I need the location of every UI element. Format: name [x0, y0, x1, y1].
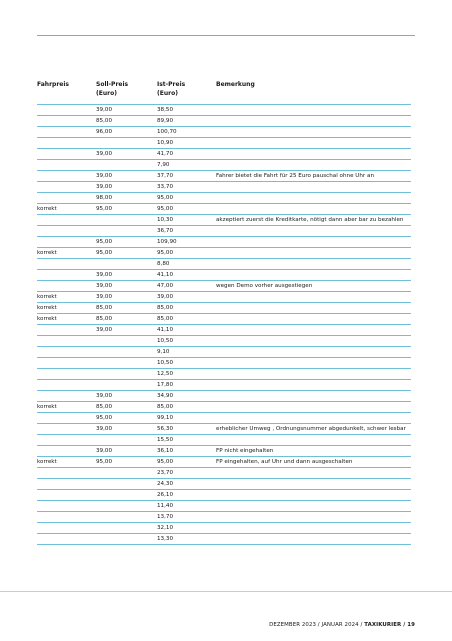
cell-bemerkung: akzeptiert zuerst die Kreditkarte, nötigt dann aber bar zu bezahlen: [216, 217, 404, 223]
cell-bemerkung: [216, 369, 411, 379]
table-row: [37, 479, 411, 490]
cell-bemerkung: FP eingehalten, auf Uhr und dann ausgeschalten: [216, 459, 353, 465]
cell-fahrpreis: [37, 138, 96, 148]
cell-bemerkung: Fahrer bietet die Fahrt für 25 Euro pauschal ohne Uhr an: [216, 173, 374, 179]
cell-ist-preis: 10,30: [157, 217, 174, 223]
cell-ist-preis: 17,80: [157, 382, 174, 388]
cell-bemerkung: [216, 314, 411, 324]
cell-bemerkung: [216, 479, 411, 489]
cell-ist-preis: 89,90: [157, 118, 174, 124]
cell-bemerkung: [216, 149, 411, 159]
cell-soll-preis: [96, 490, 157, 500]
cell-soll-preis: 96,00: [96, 129, 113, 135]
cell-fahrpreis: korrekt: [37, 316, 57, 322]
cell-fahrpreis: [37, 347, 96, 357]
cell-fahrpreis: [37, 380, 96, 390]
cell-ist-preis: 7,90: [157, 162, 170, 168]
cell-soll-preis: 95,00: [96, 415, 113, 421]
cell-soll-preis: [96, 534, 157, 544]
footer-text: [269, 622, 415, 628]
cell-ist-preis: 56,30: [157, 426, 174, 432]
table-row: [37, 380, 411, 391]
cell-bemerkung: [216, 512, 411, 522]
cell-bemerkung: [216, 292, 411, 302]
cell-ist-preis: 47,00: [157, 283, 174, 289]
cell-fahrpreis: [37, 336, 96, 346]
cell-fahrpreis: korrekt: [37, 404, 57, 410]
cell-ist-preis: 95,00: [157, 195, 174, 201]
cell-bemerkung: [216, 490, 411, 500]
cell-ist-preis: 8,80: [157, 261, 170, 267]
table-row: [37, 402, 411, 413]
cell-bemerkung: [216, 259, 411, 269]
cell-fahrpreis: [37, 105, 96, 115]
cell-bemerkung: [216, 303, 411, 313]
table-row: [37, 171, 411, 182]
cell-soll-preis: 39,00: [96, 393, 113, 399]
cell-soll-preis: [96, 468, 157, 478]
table-row: [37, 226, 411, 237]
header-ist-preis: Ist-Preis (Euro): [157, 81, 186, 97]
cell-fahrpreis: [37, 281, 96, 291]
cell-ist-preis: 37,70: [157, 173, 174, 179]
cell-fahrpreis: [37, 512, 96, 522]
table-row: [37, 237, 411, 248]
cell-fahrpreis: [37, 391, 96, 401]
cell-fahrpreis: [37, 171, 96, 181]
cell-ist-preis: 38,50: [157, 107, 174, 113]
cell-soll-preis: [96, 160, 157, 170]
cell-soll-preis: 39,00: [96, 448, 113, 454]
table-header: [37, 80, 411, 105]
cell-bemerkung: [216, 193, 411, 203]
cell-bemerkung: [216, 336, 411, 346]
table-row: [37, 127, 411, 138]
cell-bemerkung: [216, 523, 411, 533]
cell-fahrpreis: [37, 435, 96, 445]
table-row: [37, 105, 411, 116]
cell-soll-preis: 39,00: [96, 294, 113, 300]
table-row: [37, 204, 411, 215]
cell-fahrpreis: korrekt: [37, 206, 57, 212]
cell-fahrpreis: [37, 490, 96, 500]
cell-soll-preis: [96, 512, 157, 522]
table-row: [37, 446, 411, 457]
cell-ist-preis: 11,40: [157, 503, 174, 509]
cell-bemerkung: FP nicht eingehalten: [216, 448, 274, 454]
table-row: [37, 182, 411, 193]
footer-page: / 19: [401, 622, 415, 628]
cell-fahrpreis: [37, 479, 96, 489]
cell-ist-preis: 95,00: [157, 250, 174, 256]
cell-fahrpreis: [37, 127, 96, 137]
table-row: [37, 193, 411, 204]
cell-fahrpreis: korrekt: [37, 305, 57, 311]
table-row: [37, 259, 411, 270]
cell-fahrpreis: [37, 446, 96, 456]
cell-soll-preis: [96, 501, 157, 511]
cell-fahrpreis: [37, 226, 96, 236]
cell-soll-preis: [96, 259, 157, 269]
cell-bemerkung: [216, 325, 411, 335]
cell-ist-preis: 23,70: [157, 470, 174, 476]
table-row: [37, 314, 411, 325]
cell-ist-preis: 34,90: [157, 393, 174, 399]
cell-ist-preis: 33,70: [157, 184, 174, 190]
cell-fahrpreis: [37, 369, 96, 379]
cell-soll-preis: 98,00: [96, 195, 113, 201]
cell-bemerkung: [216, 226, 411, 236]
cell-ist-preis: 39,00: [157, 294, 174, 300]
cell-soll-preis: [96, 138, 157, 148]
table-row: [37, 248, 411, 259]
table-row: [37, 512, 411, 523]
cell-ist-preis: 109,90: [157, 239, 177, 245]
page-footer: [0, 591, 452, 641]
cell-bemerkung: [216, 138, 411, 148]
cell-ist-preis: 9,10: [157, 349, 170, 355]
table-row: [37, 116, 411, 127]
cell-soll-preis: 39,00: [96, 173, 113, 179]
cell-bemerkung: [216, 435, 411, 445]
cell-soll-preis: [96, 380, 157, 390]
table-row: [37, 215, 411, 226]
cell-bemerkung: [216, 248, 411, 258]
cell-ist-preis: 95,00: [157, 459, 174, 465]
table-row: [37, 391, 411, 402]
cell-soll-preis: [96, 523, 157, 533]
cell-soll-preis: [96, 479, 157, 489]
cell-fahrpreis: [37, 149, 96, 159]
top-rule: [37, 35, 415, 36]
cell-soll-preis: 95,00: [96, 459, 113, 465]
table-row: [37, 501, 411, 512]
footer-brand: TAXIKURIER: [364, 622, 402, 628]
cell-bemerkung: [216, 391, 411, 401]
cell-soll-preis: 85,00: [96, 118, 113, 124]
cell-fahrpreis: [37, 182, 96, 192]
cell-soll-preis: [96, 226, 157, 236]
cell-soll-preis: [96, 336, 157, 346]
cell-fahrpreis: [37, 523, 96, 533]
table-row: [37, 138, 411, 149]
cell-fahrpreis: [37, 193, 96, 203]
cell-bemerkung: [216, 380, 411, 390]
cell-ist-preis: 41,10: [157, 327, 174, 333]
cell-fahrpreis: korrekt: [37, 250, 57, 256]
header-fahrpreis: Fahrpreis: [37, 81, 69, 88]
cell-soll-preis: 95,00: [96, 250, 113, 256]
table-row: [37, 457, 411, 468]
footer-issue: DEZEMBER 2023 / JANUAR 2024 /: [269, 622, 365, 628]
cell-bemerkung: [216, 501, 411, 511]
cell-ist-preis: 85,00: [157, 316, 174, 322]
table-row: [37, 336, 411, 347]
table-row: [37, 523, 411, 534]
cell-fahrpreis: korrekt: [37, 294, 57, 300]
cell-bemerkung: [216, 182, 411, 192]
cell-bemerkung: [216, 116, 411, 126]
cell-soll-preis: 39,00: [96, 151, 113, 157]
cell-fahrpreis: [37, 534, 96, 544]
cell-ist-preis: 41,10: [157, 272, 174, 278]
cell-bemerkung: [216, 468, 411, 478]
cell-soll-preis: 39,00: [96, 272, 113, 278]
cell-bemerkung: wegen Demo vorher ausgestiegen: [216, 283, 313, 289]
cell-soll-preis: 95,00: [96, 239, 113, 245]
cell-soll-preis: 39,00: [96, 426, 113, 432]
cell-ist-preis: 10,50: [157, 338, 174, 344]
cell-soll-preis: [96, 347, 157, 357]
cell-fahrpreis: [37, 270, 96, 280]
table-row: [37, 281, 411, 292]
table-row: [37, 369, 411, 380]
cell-bemerkung: [216, 204, 411, 214]
cell-fahrpreis: korrekt: [37, 459, 57, 465]
table-row: [37, 149, 411, 160]
cell-ist-preis: 13,70: [157, 514, 174, 520]
cell-bemerkung: [216, 413, 411, 423]
table-row: [37, 468, 411, 479]
table-row: [37, 424, 411, 435]
fare-table: [37, 80, 411, 545]
table-row: [37, 270, 411, 281]
cell-soll-preis: 95,00: [96, 206, 113, 212]
header-bemerkung: Bemerkung: [216, 81, 255, 88]
cell-fahrpreis: [37, 259, 96, 269]
cell-fahrpreis: [37, 215, 96, 225]
cell-fahrpreis: [37, 501, 96, 511]
cell-ist-preis: 10,50: [157, 360, 174, 366]
cell-fahrpreis: [37, 468, 96, 478]
cell-ist-preis: 95,00: [157, 206, 174, 212]
table-row: [37, 435, 411, 446]
cell-soll-preis: 39,00: [96, 184, 113, 190]
cell-ist-preis: 85,00: [157, 404, 174, 410]
cell-fahrpreis: [37, 424, 96, 434]
cell-ist-preis: 36,10: [157, 448, 174, 454]
cell-soll-preis: [96, 215, 157, 225]
cell-soll-preis: 85,00: [96, 305, 113, 311]
cell-soll-preis: 85,00: [96, 404, 113, 410]
cell-bemerkung: [216, 237, 411, 247]
cell-bemerkung: [216, 534, 411, 544]
table-row: [37, 160, 411, 171]
table-row: [37, 413, 411, 424]
cell-ist-preis: 41,70: [157, 151, 174, 157]
table-row: [37, 292, 411, 303]
table-row: [37, 347, 411, 358]
cell-ist-preis: 100,70: [157, 129, 177, 135]
cell-ist-preis: 15,50: [157, 437, 174, 443]
table-row: [37, 358, 411, 369]
cell-soll-preis: 39,00: [96, 327, 113, 333]
cell-ist-preis: 13,30: [157, 536, 174, 542]
cell-soll-preis: 39,00: [96, 107, 113, 113]
cell-bemerkung: [216, 358, 411, 368]
cell-ist-preis: 26,10: [157, 492, 174, 498]
cell-ist-preis: 24,30: [157, 481, 174, 487]
cell-fahrpreis: [37, 116, 96, 126]
cell-ist-preis: 12,50: [157, 371, 174, 377]
cell-soll-preis: [96, 435, 157, 445]
cell-fahrpreis: [37, 325, 96, 335]
cell-bemerkung: [216, 160, 411, 170]
cell-ist-preis: 10,90: [157, 140, 174, 146]
cell-fahrpreis: [37, 358, 96, 368]
cell-bemerkung: [216, 270, 411, 280]
header-soll-preis: Soll-Preis (Euro): [96, 81, 129, 97]
cell-soll-preis: [96, 358, 157, 368]
cell-ist-preis: 99,10: [157, 415, 174, 421]
cell-bemerkung: [216, 347, 411, 357]
cell-fahrpreis: [37, 160, 96, 170]
table-row: [37, 303, 411, 314]
cell-bemerkung: erheblicher Umweg , Ordnungsnummer abgedunkelt, schwer lesbar: [216, 426, 406, 432]
table-row: [37, 534, 411, 545]
cell-soll-preis: [96, 369, 157, 379]
cell-ist-preis: 85,00: [157, 305, 174, 311]
cell-ist-preis: 32,10: [157, 525, 174, 531]
cell-soll-preis: 39,00: [96, 283, 113, 289]
cell-bemerkung: [216, 105, 411, 115]
cell-fahrpreis: [37, 413, 96, 423]
table-body: [37, 105, 411, 545]
cell-fahrpreis: [37, 237, 96, 247]
cell-ist-preis: 36,70: [157, 228, 174, 234]
table-row: [37, 490, 411, 501]
cell-bemerkung: [216, 402, 411, 412]
cell-soll-preis: 85,00: [96, 316, 113, 322]
table-row: [37, 325, 411, 336]
cell-bemerkung: [216, 127, 411, 137]
